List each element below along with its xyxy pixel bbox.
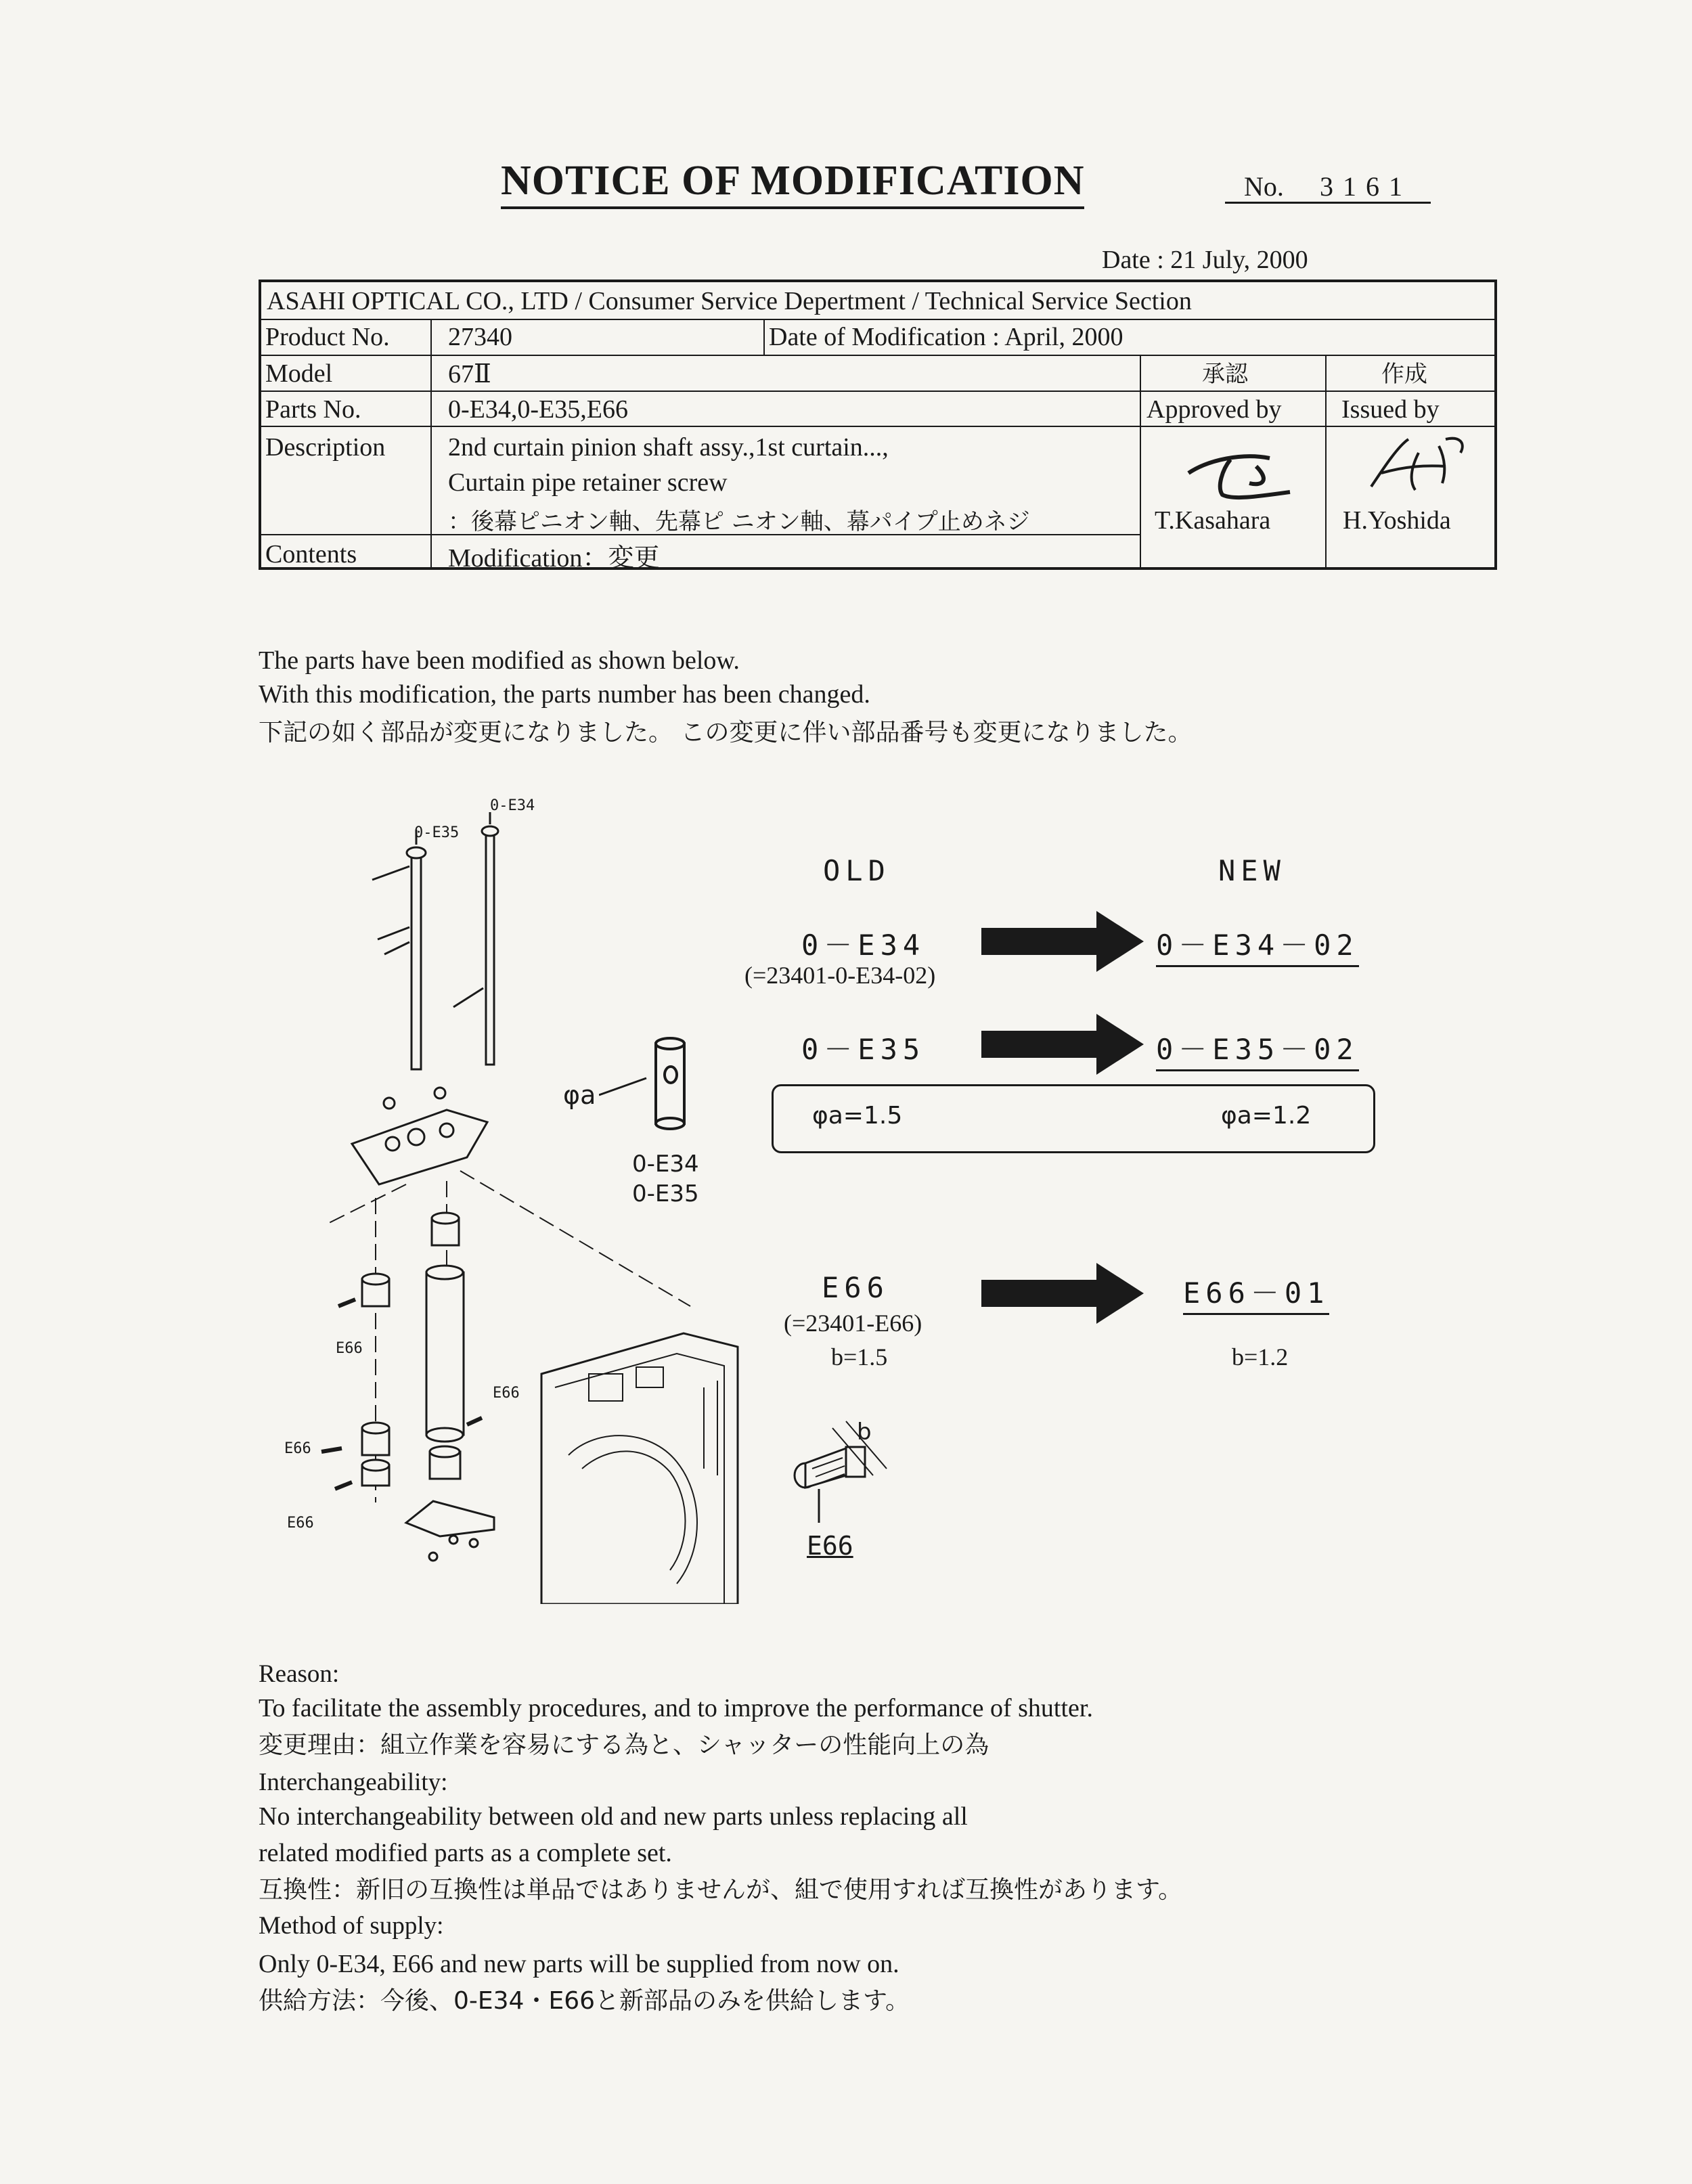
notice-number-underline	[1225, 202, 1431, 204]
parts-no: 0-E34,0-E35,E66	[448, 395, 628, 424]
intro-line-3: 下記の如く部品が変更になりました。 この変更に伴い部品番号も変更になりました。	[259, 719, 1193, 746]
row1-old-sub: (=23401-0-E34-02)	[744, 962, 936, 989]
interchange-jp: 互換性：新旧の互換性は単品ではありませんが、組で使用すれば互換性があります。	[259, 1876, 1183, 1904]
row3-new-code: E66－01	[1183, 1271, 1329, 1315]
label-e35-top: 0-E35	[414, 824, 460, 841]
label-e66-d: E66	[287, 1515, 314, 1532]
label-phi-a: φa	[563, 1080, 596, 1110]
issued-by-label: Issued by	[1341, 395, 1440, 424]
row2-new-code: 0－E35－02	[1156, 1027, 1359, 1071]
description-line-2: Curtain pipe retainer screw	[448, 468, 728, 497]
diameter-new: φa=1.2	[1221, 1102, 1312, 1130]
issuer-signature	[1344, 426, 1479, 500]
label-e66-a: E66	[336, 1340, 363, 1357]
interchange-en-2: related modified parts as a complete set.	[259, 1839, 672, 1867]
product-no: 27340	[448, 323, 512, 351]
parts-no-label: Parts No.	[265, 395, 361, 424]
contents-label: Contents	[265, 540, 357, 569]
row3-old-code: E66	[822, 1271, 889, 1304]
description-label: Description	[265, 433, 386, 462]
notice-number-label: No.	[1244, 171, 1284, 202]
row3-old-b: b=1.5	[831, 1343, 888, 1370]
issue-jp: 作成	[1381, 361, 1427, 388]
approved-by-label: Approved by	[1146, 395, 1282, 424]
phi-leader	[599, 1075, 653, 1115]
label-pipe-2: 0-E35	[632, 1180, 699, 1207]
row3-old-sub: (=23401-E66)	[784, 1310, 922, 1337]
reason-jp: 変更理由：組立作業を容易にする為と、シャッターの性能向上の為	[259, 1731, 989, 1759]
label-screw-b: b	[857, 1419, 872, 1446]
interchange-en-1: No interchangeability between old and new parts unless replacing all	[259, 1802, 968, 1831]
interchange-label: Interchangeability:	[259, 1768, 448, 1796]
pipe-detail-drawing	[646, 1035, 694, 1130]
table-rule	[763, 319, 765, 355]
row2-old-code: 0－E35	[801, 1033, 926, 1066]
approve-jp: 承認	[1202, 361, 1248, 388]
date-of-modification: Date of Modification : April, 2000	[769, 323, 1123, 351]
issuer-name: H.Yoshida	[1343, 506, 1451, 535]
table-rule	[261, 426, 1494, 427]
table-rule	[261, 319, 1494, 320]
table-rule	[261, 355, 1494, 356]
model: 67Ⅱ	[448, 360, 491, 388]
intro-line-1: The parts have been modified as shown below.	[259, 646, 740, 675]
info-table	[259, 280, 1497, 573]
description-line-1: 2nd curtain pinion shaft assy.,1st curtain...,	[448, 433, 889, 462]
row3-arrow	[981, 1263, 1144, 1324]
approver-name: T.Kasahara	[1155, 506, 1271, 535]
label-e66-c: E66	[284, 1440, 311, 1457]
document-date: Date : 21 July, 2000	[1102, 246, 1308, 274]
diameter-old: φa=1.5	[812, 1102, 903, 1130]
screw-e66-drawing	[778, 1401, 900, 1523]
row2-arrow	[981, 1014, 1144, 1075]
document-title: NOTICE OF MODIFICATION	[501, 157, 1084, 209]
old-header: OLD	[823, 854, 891, 887]
approver-signature	[1168, 432, 1304, 507]
table-rule	[430, 319, 432, 567]
notice-number: 3161	[1320, 171, 1412, 202]
row1-arrow	[981, 911, 1144, 972]
label-e66-b: E66	[493, 1385, 520, 1402]
reason-label: Reason:	[259, 1660, 340, 1688]
table-rule	[261, 391, 1494, 392]
label-e34-top: 0-E34	[490, 797, 535, 814]
description-line-3: ：後幕ピニオン軸、先幕ピ ニオン軸、幕パイプ止めネジ	[448, 508, 1030, 535]
row1-new-code: 0－E34－02	[1156, 923, 1359, 967]
model-label: Model	[265, 359, 333, 388]
company-line: ASAHI OPTICAL CO., LTD / Consumer Service Depertment / Technical Service Section	[267, 287, 1192, 315]
intro-line-2: With this modification, the parts number has been changed.	[259, 680, 870, 709]
reason-en: To facilitate the assembly procedures, and to improve the performance of shutter.	[259, 1694, 1093, 1722]
row3-new-b: b=1.2	[1232, 1343, 1289, 1370]
supply-en: Only 0-E34, E66 and new parts will be supplied from now on.	[259, 1950, 899, 1978]
new-header: NEW	[1218, 854, 1286, 887]
row1-old-code: 0－E34	[801, 929, 926, 962]
table-rule	[1325, 355, 1327, 567]
table-rule	[1140, 355, 1141, 567]
label-pipe-1: 0-E34	[632, 1151, 699, 1178]
contents: Modification：変更	[448, 544, 660, 573]
supply-label: Method of supply:	[259, 1912, 444, 1940]
supply-jp: 供給方法：今後、0-E34・E66と新部品のみを供給します。	[259, 1987, 910, 2015]
product-no-label: Product No.	[265, 323, 390, 351]
label-screw-e66: E66	[807, 1531, 853, 1561]
